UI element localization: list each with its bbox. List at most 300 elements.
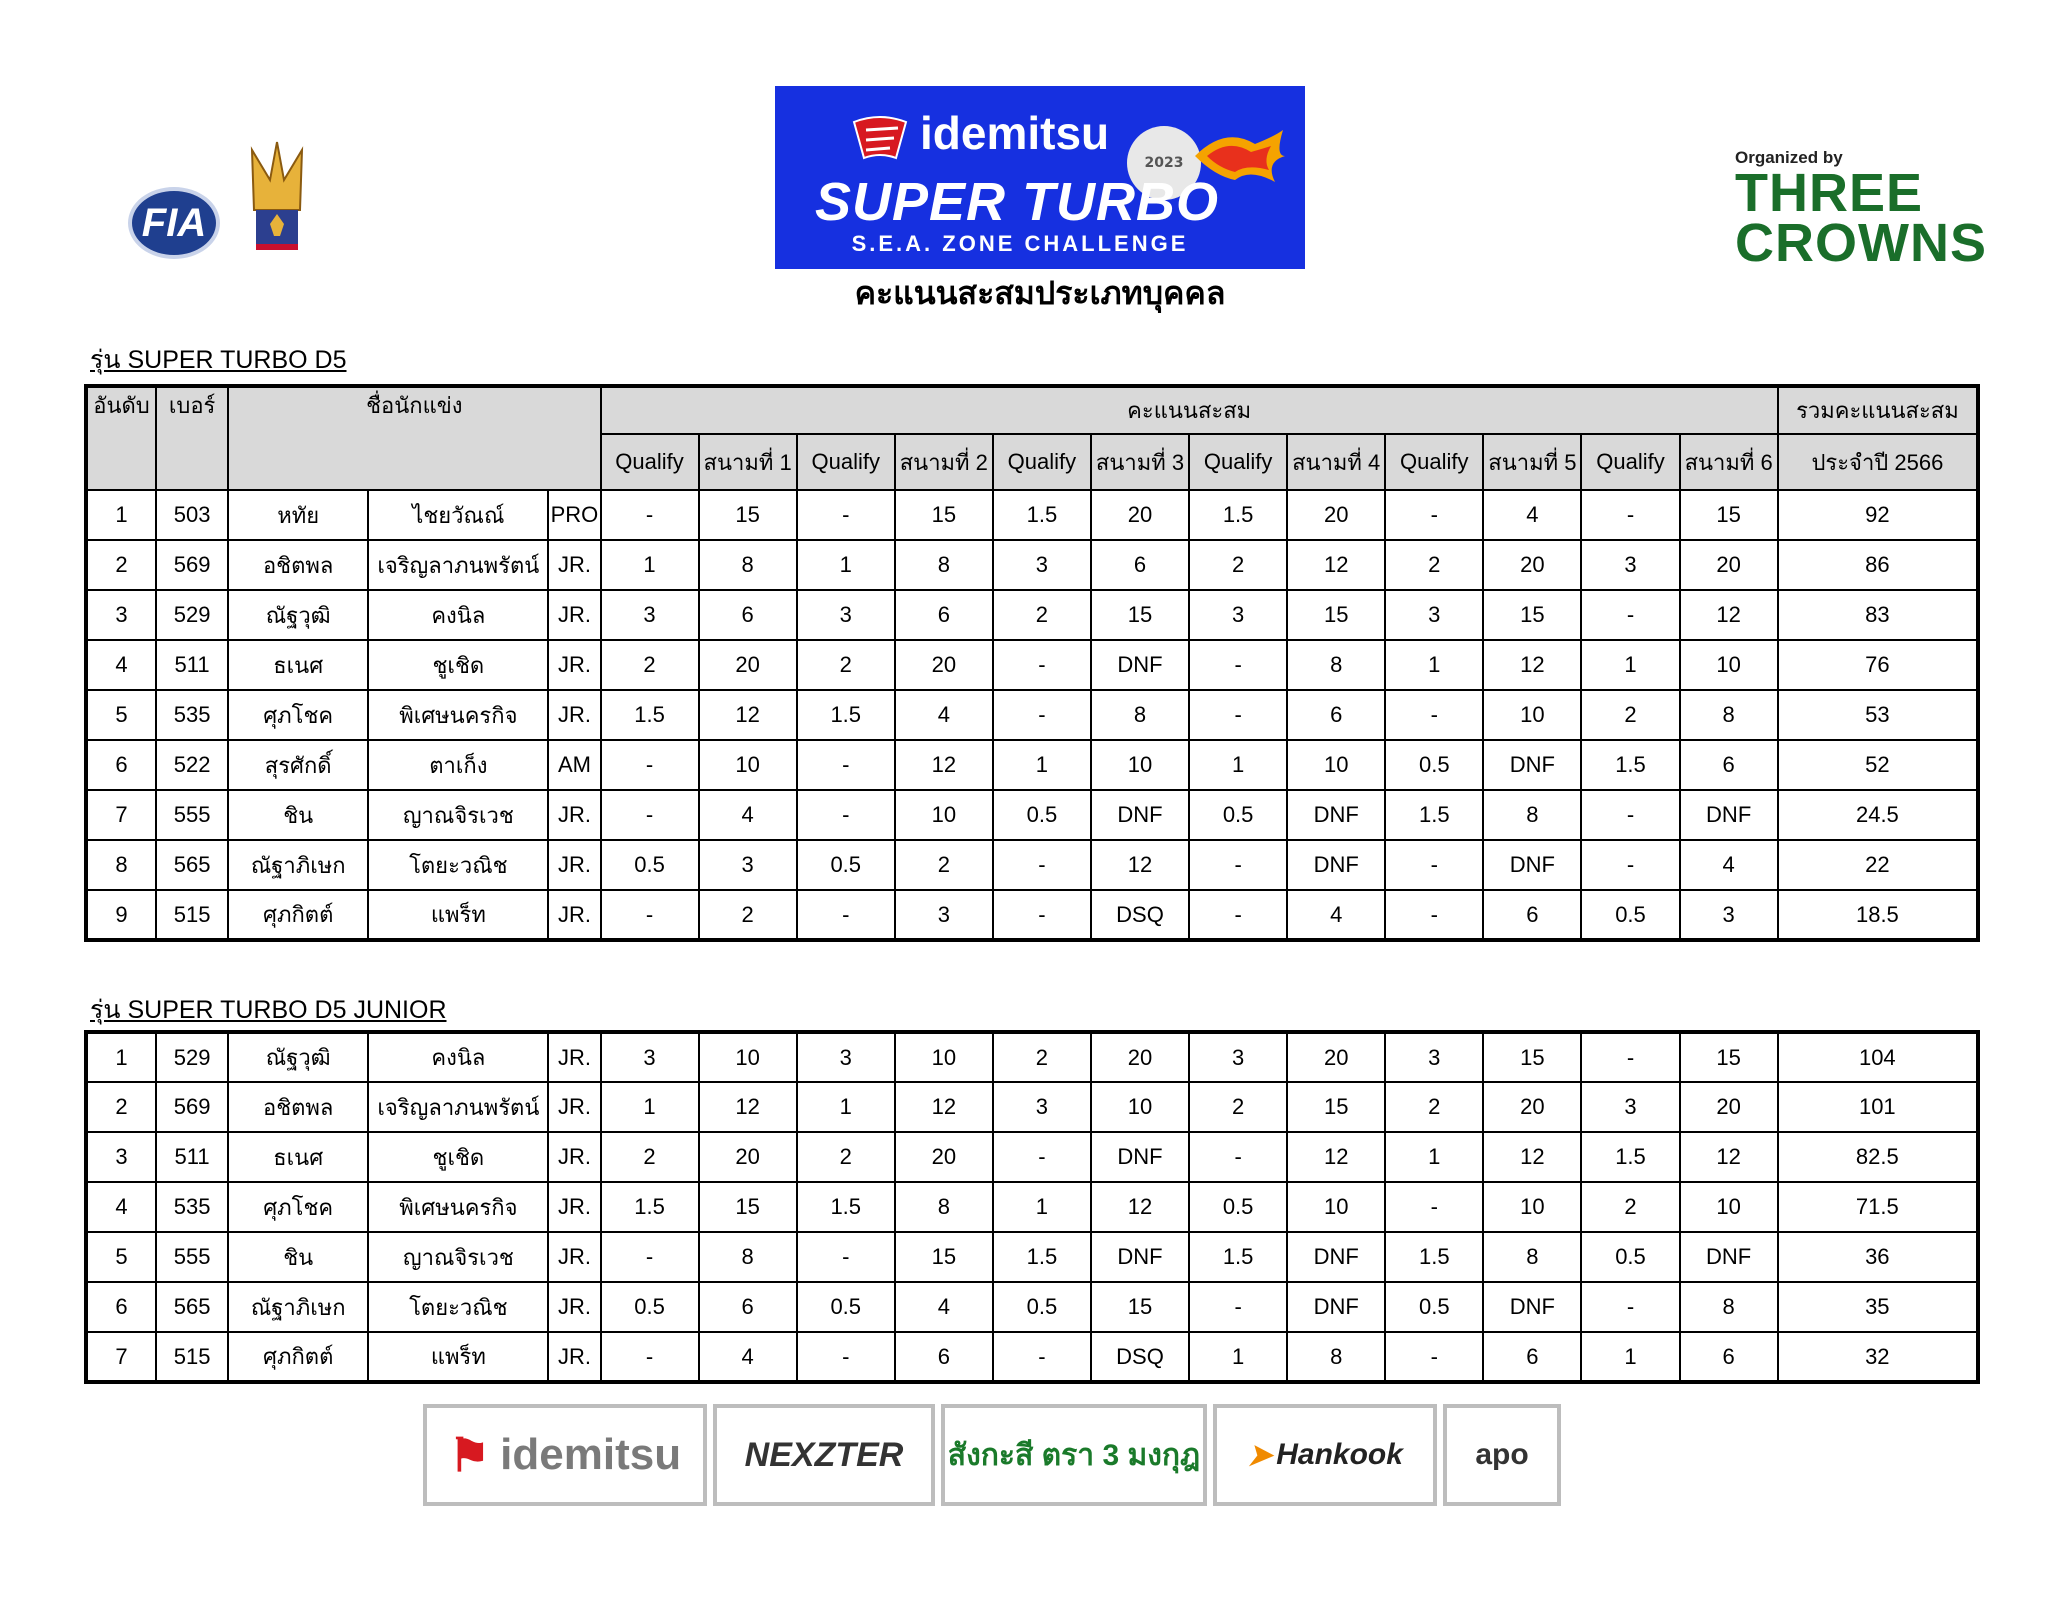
driver-class-cell: PRO <box>548 490 600 540</box>
col-header-race-3: สนามที่ 3 <box>1091 434 1189 490</box>
race-score-5: 15 <box>1483 1032 1581 1082</box>
race-score-1: 10 <box>699 1032 797 1082</box>
race-score-3: 15 <box>1091 1282 1189 1332</box>
rank-cell: 3 <box>86 590 156 640</box>
driver-class-cell: JR. <box>548 890 600 940</box>
qualify-score-6: 0.5 <box>1581 1232 1679 1282</box>
race-score-3: 10 <box>1091 1082 1189 1132</box>
qualify-score-4: 1.5 <box>1189 490 1287 540</box>
rank-cell: 6 <box>86 740 156 790</box>
sponsor-nexzter-text: NEXZTER <box>744 1435 904 1474</box>
rank-cell: 1 <box>86 1032 156 1082</box>
race-score-1: 8 <box>699 1232 797 1282</box>
col-header-race-6: สนามที่ 6 <box>1680 434 1778 490</box>
driver-last-name: ชูเชิด <box>368 640 548 690</box>
driver-class-cell: JR. <box>548 1332 600 1382</box>
qualify-score-2: 3 <box>797 1032 895 1082</box>
organizer-logo <box>1735 148 1987 273</box>
qualify-score-3: 1.5 <box>993 1232 1091 1282</box>
race-score-3: 15 <box>1091 590 1189 640</box>
col-header-qualify-5: Qualify <box>1385 434 1483 490</box>
qualify-score-6: 3 <box>1581 1082 1679 1132</box>
col-header-qualify-2: Qualify <box>797 434 895 490</box>
qualify-score-4: - <box>1189 1132 1287 1182</box>
race-score-6: 8 <box>1680 690 1778 740</box>
qualify-score-5: 0.5 <box>1385 1282 1483 1332</box>
race-score-5: 10 <box>1483 690 1581 740</box>
qualify-score-4: 0.5 <box>1189 1182 1287 1232</box>
car-number-cell: 529 <box>156 590 228 640</box>
qualify-score-5: 2 <box>1385 540 1483 590</box>
table-row <box>86 590 1978 640</box>
qualify-score-3: - <box>993 890 1091 940</box>
race-score-6: DNF <box>1680 790 1778 840</box>
driver-first-name: ณัฐาภิเษก <box>228 840 368 890</box>
qualify-score-5: 1 <box>1385 1132 1483 1182</box>
total-points-cell: 86 <box>1778 540 1978 590</box>
qualify-score-4: 1 <box>1189 740 1287 790</box>
driver-class-cell: JR. <box>548 840 600 890</box>
qualify-score-5: 3 <box>1385 590 1483 640</box>
driver-last-name: ญาณจิรเวช <box>368 790 548 840</box>
sponsor-hankook-logo <box>1213 1404 1437 1506</box>
race-score-1: 4 <box>699 790 797 840</box>
race-score-4: DNF <box>1287 790 1385 840</box>
qualify-score-1: - <box>601 1232 699 1282</box>
qualify-score-2: - <box>797 490 895 540</box>
qualify-score-1: - <box>601 740 699 790</box>
qualify-score-2: 1.5 <box>797 1182 895 1232</box>
sponsor-idemitsu-logo <box>423 1404 707 1506</box>
driver-first-name: ณัฐาภิเษก <box>228 1282 368 1332</box>
driver-last-name: ไชยวัณณ์ <box>368 490 548 540</box>
table-row <box>86 490 1978 540</box>
race-score-5: 8 <box>1483 1232 1581 1282</box>
race-score-3: 6 <box>1091 540 1189 590</box>
qualify-score-2: 0.5 <box>797 1282 895 1332</box>
qualify-score-1: - <box>601 490 699 540</box>
driver-class-cell: JR. <box>548 790 600 840</box>
col-header-qualify-4: Qualify <box>1189 434 1287 490</box>
race-score-6: 12 <box>1680 590 1778 640</box>
car-number-cell: 515 <box>156 1332 228 1382</box>
qualify-score-6: 2 <box>1581 690 1679 740</box>
qualify-score-6: - <box>1581 490 1679 540</box>
total-points-cell: 104 <box>1778 1032 1978 1082</box>
driver-last-name: แพร็ท <box>368 890 548 940</box>
banner-event-title: SUPER TURBO <box>815 172 1220 232</box>
qualify-score-1: 3 <box>601 1032 699 1082</box>
qualify-score-1: 1.5 <box>601 1182 699 1232</box>
sponsor-nexzter-logo <box>713 1404 935 1506</box>
qualify-score-3: - <box>993 1132 1091 1182</box>
race-score-2: 10 <box>895 790 993 840</box>
race-score-3: DNF <box>1091 1232 1189 1282</box>
qualify-score-5: - <box>1385 490 1483 540</box>
document-title: คะแนนสะสมประเภทบุคคล <box>854 274 1226 312</box>
qualify-score-4: - <box>1189 1282 1287 1332</box>
driver-last-name: พิเศษนครกิจ <box>368 1182 548 1232</box>
qualify-score-3: 2 <box>993 590 1091 640</box>
race-score-3: 8 <box>1091 690 1189 740</box>
race-score-4: 20 <box>1287 490 1385 540</box>
qualify-score-5: - <box>1385 1182 1483 1232</box>
driver-class-cell: JR. <box>548 1082 600 1132</box>
qualify-score-1: 1 <box>601 540 699 590</box>
table-row <box>86 1082 1978 1132</box>
driver-first-name: อชิตพล <box>228 540 368 590</box>
race-score-6: 15 <box>1680 1032 1778 1082</box>
driver-last-name: ตาเก็ง <box>368 740 548 790</box>
rank-cell: 1 <box>86 490 156 540</box>
organizer-name-line2: CROWNS <box>1735 213 1987 273</box>
qualify-score-6: 1.5 <box>1581 1132 1679 1182</box>
driver-first-name: หทัย <box>228 490 368 540</box>
qualify-score-6: 3 <box>1581 540 1679 590</box>
driver-first-name: ชิน <box>228 790 368 840</box>
col-header-total-line1: รวมคะแนนสะสม <box>1778 386 1978 434</box>
qualify-score-4: 3 <box>1189 1032 1287 1082</box>
race-score-6: 10 <box>1680 1182 1778 1232</box>
qualify-score-3: - <box>993 690 1091 740</box>
race-score-1: 12 <box>699 1082 797 1132</box>
driver-last-name: แพร็ท <box>368 1332 548 1382</box>
qualify-score-3: 1 <box>993 740 1091 790</box>
race-score-4: 20 <box>1287 1032 1385 1082</box>
race-score-5: DNF <box>1483 840 1581 890</box>
race-score-3: DNF <box>1091 790 1189 840</box>
race-score-5: 6 <box>1483 1332 1581 1382</box>
driver-last-name: เจริญลาภนพรัตน์ <box>368 1082 548 1132</box>
col-header-points: คะแนนสะสม <box>601 386 1778 434</box>
driver-class-cell: JR. <box>548 540 600 590</box>
rank-cell: 7 <box>86 790 156 840</box>
table-row <box>86 740 1978 790</box>
event-logo-banner <box>775 86 1305 269</box>
race-score-4: 4 <box>1287 890 1385 940</box>
col-header-race-1: สนามที่ 1 <box>699 434 797 490</box>
col-header-rank: อันดับ <box>86 386 156 490</box>
race-score-5: 8 <box>1483 790 1581 840</box>
qualify-score-6: - <box>1581 1282 1679 1332</box>
driver-first-name: ศุภโชค <box>228 1182 368 1232</box>
driver-class-cell: JR. <box>548 1032 600 1082</box>
race-score-6: 4 <box>1680 840 1778 890</box>
driver-last-name: คงนิล <box>368 1032 548 1082</box>
race-score-3: DSQ <box>1091 890 1189 940</box>
race-score-3: 20 <box>1091 1032 1189 1082</box>
sponsor-sangsom-text: สังกะสี ตรา 3 มงกุฎ <box>947 1438 1201 1472</box>
race-score-5: 12 <box>1483 1132 1581 1182</box>
qualify-score-1: 0.5 <box>601 840 699 890</box>
qualify-score-6: 2 <box>1581 1182 1679 1232</box>
qualify-score-5: - <box>1385 840 1483 890</box>
race-score-6: DNF <box>1680 1232 1778 1282</box>
rank-cell: 4 <box>86 640 156 690</box>
race-score-5: 20 <box>1483 1082 1581 1132</box>
col-header-qualify-6: Qualify <box>1581 434 1679 490</box>
qualify-score-4: 1.5 <box>1189 1232 1287 1282</box>
standings-table-d5-junior <box>84 1030 1980 1384</box>
driver-first-name: ชิน <box>228 1232 368 1282</box>
race-score-1: 8 <box>699 540 797 590</box>
race-score-5: DNF <box>1483 740 1581 790</box>
total-points-cell: 52 <box>1778 740 1978 790</box>
qualify-score-6: - <box>1581 840 1679 890</box>
driver-first-name: สุรศักดิ์ <box>228 740 368 790</box>
rank-cell: 3 <box>86 1132 156 1182</box>
race-score-5: 6 <box>1483 890 1581 940</box>
total-points-cell: 32 <box>1778 1332 1978 1382</box>
driver-class-cell: JR. <box>548 1182 600 1232</box>
qualify-score-1: 2 <box>601 1132 699 1182</box>
race-score-5: 4 <box>1483 490 1581 540</box>
driver-first-name: ศุภกิตต์ <box>228 1332 368 1382</box>
race-score-4: DNF <box>1287 840 1385 890</box>
qualify-score-5: 2 <box>1385 1082 1483 1132</box>
qualify-score-2: 0.5 <box>797 840 895 890</box>
total-points-cell: 22 <box>1778 840 1978 890</box>
qualify-score-1: 3 <box>601 590 699 640</box>
qualify-score-1: - <box>601 790 699 840</box>
driver-class-cell: JR. <box>548 1132 600 1182</box>
race-score-3: 10 <box>1091 740 1189 790</box>
banner-event-subtitle: S.E.A. ZONE CHALLENGE <box>851 231 1189 256</box>
race-score-2: 20 <box>895 640 993 690</box>
qualify-score-1: 1 <box>601 1082 699 1132</box>
qualify-score-3: 0.5 <box>993 1282 1091 1332</box>
rank-cell: 6 <box>86 1282 156 1332</box>
qualify-score-6: - <box>1581 1032 1679 1082</box>
race-score-1: 12 <box>699 690 797 740</box>
race-score-1: 15 <box>699 1182 797 1232</box>
race-score-4: DNF <box>1287 1232 1385 1282</box>
col-header-race-5: สนามที่ 5 <box>1483 434 1581 490</box>
fia-logo <box>128 187 220 259</box>
rank-cell: 8 <box>86 840 156 890</box>
car-number-cell: 522 <box>156 740 228 790</box>
race-score-1: 3 <box>699 840 797 890</box>
race-score-3: 12 <box>1091 1182 1189 1232</box>
qualify-score-4: - <box>1189 890 1287 940</box>
sponsor-strip <box>423 1404 1561 1506</box>
race-score-2: 3 <box>895 890 993 940</box>
driver-class-cell: JR. <box>548 690 600 740</box>
race-score-1: 6 <box>699 590 797 640</box>
table-row <box>86 890 1978 940</box>
race-score-5: DNF <box>1483 1282 1581 1332</box>
qualify-score-2: - <box>797 1332 895 1382</box>
rank-cell: 5 <box>86 1232 156 1282</box>
sponsor-idemitsu-text: idemitsu <box>500 1430 682 1479</box>
qualify-score-3: 3 <box>993 1082 1091 1132</box>
driver-first-name: ศุภกิตต์ <box>228 890 368 940</box>
car-number-cell: 565 <box>156 1282 228 1332</box>
table-row <box>86 1282 1978 1332</box>
race-score-1: 6 <box>699 1282 797 1332</box>
col-header-number: เบอร์ <box>156 386 228 490</box>
driver-last-name: เจริญลาภนพรัตน์ <box>368 540 548 590</box>
idemitsu-flag-icon: ⚑ <box>448 1429 491 1481</box>
organizer-name-line1: THREE <box>1735 163 1924 223</box>
qualify-score-2: 1.5 <box>797 690 895 740</box>
race-score-6: 6 <box>1680 740 1778 790</box>
driver-class-cell: JR. <box>548 590 600 640</box>
qualify-score-1: 1.5 <box>601 690 699 740</box>
table-row <box>86 790 1978 840</box>
race-score-4: 10 <box>1287 1182 1385 1232</box>
qualify-score-2: 2 <box>797 1132 895 1182</box>
race-score-2: 4 <box>895 690 993 740</box>
col-header-qualify-1: Qualify <box>601 434 699 490</box>
race-score-2: 4 <box>895 1282 993 1332</box>
driver-last-name: โตยะวณิช <box>368 840 548 890</box>
organized-by-label: Organized by <box>1735 148 1843 167</box>
qualify-score-2: 1 <box>797 1082 895 1132</box>
driver-last-name: ญาณจิรเวช <box>368 1232 548 1282</box>
race-score-4: 12 <box>1287 1132 1385 1182</box>
qualify-score-4: - <box>1189 690 1287 740</box>
total-points-cell: 76 <box>1778 640 1978 690</box>
qualify-score-3: 3 <box>993 540 1091 590</box>
car-number-cell: 569 <box>156 1082 228 1132</box>
qualify-score-3: 0.5 <box>993 790 1091 840</box>
total-points-cell: 36 <box>1778 1232 1978 1282</box>
race-score-4: 6 <box>1287 690 1385 740</box>
qualify-score-5: 1.5 <box>1385 790 1483 840</box>
qualify-score-4: - <box>1189 840 1287 890</box>
race-score-1: 15 <box>699 490 797 540</box>
rank-cell: 4 <box>86 1182 156 1232</box>
car-number-cell: 511 <box>156 640 228 690</box>
race-score-1: 10 <box>699 740 797 790</box>
race-score-4: 8 <box>1287 1332 1385 1382</box>
race-score-5: 12 <box>1483 640 1581 690</box>
race-score-4: 15 <box>1287 590 1385 640</box>
race-score-2: 6 <box>895 590 993 640</box>
idemitsu-flag-icon <box>850 112 910 162</box>
race-score-1: 2 <box>699 890 797 940</box>
qualify-score-3: - <box>993 840 1091 890</box>
race-score-2: 8 <box>895 540 993 590</box>
race-score-6: 20 <box>1680 540 1778 590</box>
total-points-cell: 101 <box>1778 1082 1978 1132</box>
total-points-cell: 92 <box>1778 490 1978 540</box>
race-score-2: 12 <box>895 1082 993 1132</box>
race-score-4: DNF <box>1287 1282 1385 1332</box>
qualify-score-1: 2 <box>601 640 699 690</box>
qualify-score-3: 1.5 <box>993 490 1091 540</box>
race-score-4: 10 <box>1287 740 1385 790</box>
qualify-score-5: - <box>1385 1332 1483 1382</box>
driver-first-name: ศุภโชค <box>228 690 368 740</box>
rank-cell: 2 <box>86 540 156 590</box>
rank-cell: 9 <box>86 890 156 940</box>
total-points-cell: 83 <box>1778 590 1978 640</box>
sponsor-sangsom-logo <box>941 1404 1207 1506</box>
table-row <box>86 540 1978 590</box>
race-score-5: 15 <box>1483 590 1581 640</box>
table-row <box>86 840 1978 890</box>
race-score-3: DSQ <box>1091 1332 1189 1382</box>
banner-year: 2023 <box>1127 126 1201 200</box>
standings-body-d5-junior <box>86 1032 1978 1382</box>
race-score-2: 8 <box>895 1182 993 1232</box>
qualify-score-6: 0.5 <box>1581 890 1679 940</box>
qualify-score-3: 1 <box>993 1182 1091 1232</box>
table-row <box>86 640 1978 690</box>
qualify-score-2: - <box>797 1232 895 1282</box>
race-score-6: 12 <box>1680 1132 1778 1182</box>
qualify-score-2: 2 <box>797 640 895 690</box>
driver-last-name: พิเศษนครกิจ <box>368 690 548 740</box>
car-number-cell: 535 <box>156 1182 228 1232</box>
race-score-1: 4 <box>699 1332 797 1382</box>
qualify-score-5: 1 <box>1385 640 1483 690</box>
qualify-score-5: - <box>1385 890 1483 940</box>
table-row <box>86 1232 1978 1282</box>
qualify-score-2: 1 <box>797 540 895 590</box>
total-points-cell: 24.5 <box>1778 790 1978 840</box>
race-score-5: 10 <box>1483 1182 1581 1232</box>
driver-first-name: ณัฐวุฒิ <box>228 590 368 640</box>
table-row <box>86 690 1978 740</box>
total-points-cell: 18.5 <box>1778 890 1978 940</box>
col-header-qualify-3: Qualify <box>993 434 1091 490</box>
qualify-score-2: 3 <box>797 590 895 640</box>
qualify-score-3: 2 <box>993 1032 1091 1082</box>
table-row <box>86 1332 1978 1382</box>
total-points-cell: 35 <box>1778 1282 1978 1332</box>
qualify-score-4: 1 <box>1189 1332 1287 1382</box>
sponsor-hankook-text: Hankook <box>1276 1438 1403 1471</box>
siam-crest-logo <box>244 140 310 252</box>
race-score-2: 20 <box>895 1132 993 1182</box>
driver-class-cell: JR. <box>548 1282 600 1332</box>
qualify-score-2: - <box>797 740 895 790</box>
race-score-3: 12 <box>1091 840 1189 890</box>
race-score-3: 20 <box>1091 490 1189 540</box>
race-score-6: 8 <box>1680 1282 1778 1332</box>
race-score-6: 3 <box>1680 890 1778 940</box>
qualify-score-6: 1.5 <box>1581 740 1679 790</box>
driver-first-name: ณัฐวุฒิ <box>228 1032 368 1082</box>
qualify-score-5: 1.5 <box>1385 1232 1483 1282</box>
rank-cell: 7 <box>86 1332 156 1382</box>
qualify-score-3: - <box>993 640 1091 690</box>
race-score-2: 15 <box>895 1232 993 1282</box>
car-number-cell: 511 <box>156 1132 228 1182</box>
driver-first-name: ธเนศ <box>228 1132 368 1182</box>
driver-last-name: คงนิล <box>368 590 548 640</box>
col-header-driver: ชื่อนักแข่ง <box>228 386 600 490</box>
driver-last-name: โตยะวณิช <box>368 1282 548 1332</box>
table-row <box>86 1132 1978 1182</box>
sponsor-apo-text: apo <box>1475 1438 1529 1471</box>
section-title-d5-junior: รุ่น SUPER TURBO D5 JUNIOR <box>90 996 447 1024</box>
race-score-6: 10 <box>1680 640 1778 690</box>
fia-logo-text: FIA <box>141 200 207 245</box>
col-header-race-4: สนามที่ 4 <box>1287 434 1385 490</box>
race-score-2: 2 <box>895 840 993 890</box>
car-number-cell: 555 <box>156 790 228 840</box>
race-score-2: 12 <box>895 740 993 790</box>
car-number-cell: 555 <box>156 1232 228 1282</box>
total-points-cell: 71.5 <box>1778 1182 1978 1232</box>
standings-body-d5 <box>86 490 1978 940</box>
hankook-wing-icon: ➤ <box>1247 1438 1273 1472</box>
total-points-cell: 53 <box>1778 690 1978 740</box>
